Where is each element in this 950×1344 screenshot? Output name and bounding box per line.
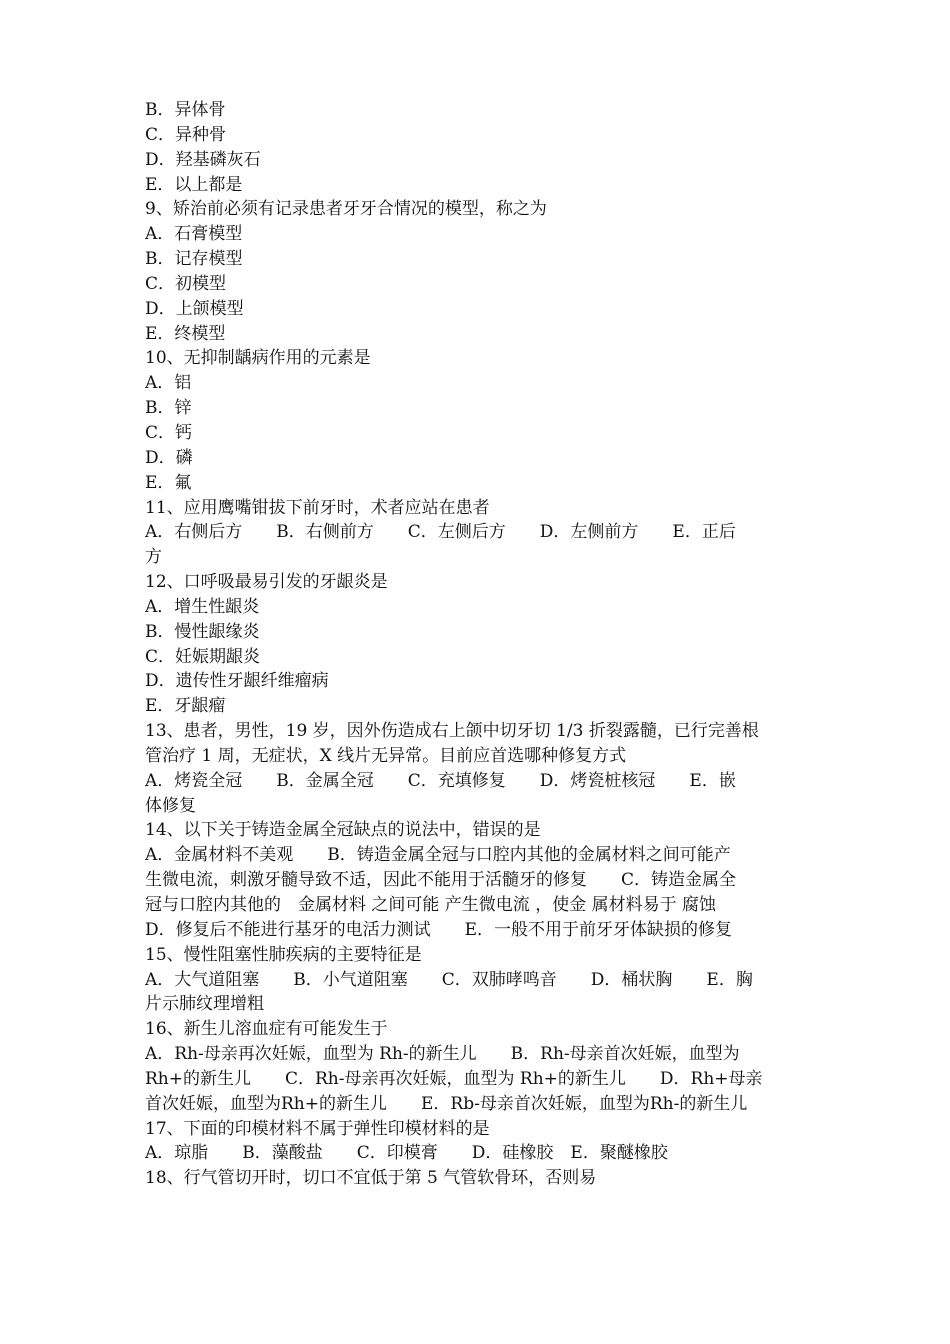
option-line: A．铝 bbox=[145, 373, 192, 394]
option-line: B．记存模型 bbox=[145, 249, 243, 270]
option-line: B．异体骨 bbox=[145, 100, 226, 120]
option-line: C．妊娠期龈炎 bbox=[145, 646, 261, 667]
option-line: D．遗传性牙龈纤维瘤病 bbox=[145, 671, 329, 692]
option-line: A．金属材料不美观 B．铸造金属全冠与口腔内其他的金属材料之间可能产 bbox=[145, 845, 731, 866]
option-line: A．Rh-母亲再次妊娠，血型为 Rh-的新生儿 B．Rh-母亲首次妊娠，血型为 bbox=[145, 1044, 740, 1065]
question-line: 14、以下关于铸造金属全冠缺点的说法中，错误的是 bbox=[145, 820, 541, 841]
option-line: Rh+的新生儿 C．Rh-母亲再次妊娠，血型为 Rh+的新生儿 D．Rh+母亲 bbox=[145, 1068, 763, 1089]
question-line: 9、矫治前必须有记录患者牙牙合情况的模型，称之为 bbox=[145, 199, 547, 220]
option-line: A．石膏模型 bbox=[145, 224, 243, 245]
question-line: 16、新生儿溶血症有可能发生于 bbox=[145, 1019, 388, 1040]
option-line: C．异种骨 bbox=[145, 124, 227, 145]
question-line: 12、口呼吸最易引发的牙龈炎是 bbox=[145, 572, 388, 593]
option-line: C．初模型 bbox=[145, 273, 227, 294]
option-line: B．慢性龈缘炎 bbox=[145, 621, 260, 642]
option-line: E．牙龈瘤 bbox=[145, 696, 226, 717]
question-line: 10、无抑制龋病作用的元素是 bbox=[145, 348, 371, 369]
option-line: E．氟 bbox=[145, 472, 192, 493]
option-line: E．以上都是 bbox=[145, 174, 243, 195]
option-line: 生微电流，刺激牙髓导致不适，因此不能用于活髓牙的修复 C．铸造金属全 bbox=[145, 870, 737, 891]
option-line: D．磷 bbox=[145, 447, 193, 468]
question-line: 17、下面的印模材料不属于弹性印模材料的是 bbox=[145, 1118, 490, 1139]
option-line: 冠与口腔内其他的 金属材料 之间可能 产生微电流 ，使金 属材料易于 腐蚀 bbox=[145, 895, 717, 915]
question-line: 18、行气管切开时，切口不宜低于第 5 气管软骨环，否则易 bbox=[145, 1168, 597, 1189]
option-line: A．大气道阻塞 B．小气道阻塞 C．双肺哮鸣音 D．桶状胸 E．胸 bbox=[145, 969, 753, 990]
option-line: A．增生性龈炎 bbox=[145, 596, 260, 617]
option-line: E．终模型 bbox=[145, 323, 226, 344]
option-line: D．羟基磷灰石 bbox=[145, 149, 261, 170]
option-line: A．右侧后方 B．右侧前方 C．左侧后方 D．左侧前方 E．正后 bbox=[145, 522, 736, 543]
option-line: B．锌 bbox=[145, 398, 192, 419]
option-line: C．钙 bbox=[145, 422, 193, 443]
option-line: 首次妊娠，血型为Rh+的新生儿 E．Rb-母亲首次妊娠，血型为Rh-的新生儿 bbox=[145, 1093, 748, 1114]
question-line: 11、应用鹰嘴钳拔下前牙时，术者应站在患者 bbox=[145, 497, 490, 518]
option-line: 体修复 bbox=[145, 795, 196, 816]
option-line: D．上颌模型 bbox=[145, 298, 244, 319]
option-line: A．烤瓷全冠 B．金属全冠 C．充填修复 D．烤瓷桩核冠 E．嵌 bbox=[145, 770, 736, 791]
option-line: A．琼脂 B．藻酸盐 C．印模膏 D．硅橡胶 E．聚醚橡胶 bbox=[145, 1143, 668, 1164]
question-line: 15、慢性阻塞性肺疾病的主要特征是 bbox=[145, 944, 422, 965]
question-line: 13、患者，男性，19 岁，因外伤造成右上颌中切牙切 1/3 折裂露髓，已行完善根 bbox=[145, 721, 759, 742]
option-line: 片示肺纹理增粗 bbox=[145, 994, 264, 1015]
document-page bbox=[145, 98, 807, 1191]
option-line: D．修复后不能进行基牙的电活力测试 E．一般不用于前牙牙体缺损的修复 bbox=[145, 919, 733, 940]
question-line: 管治疗 1 周，无症状，X 线片无异常。目前应首选哪种修复方式 bbox=[145, 745, 627, 766]
option-line: 方 bbox=[145, 547, 162, 568]
